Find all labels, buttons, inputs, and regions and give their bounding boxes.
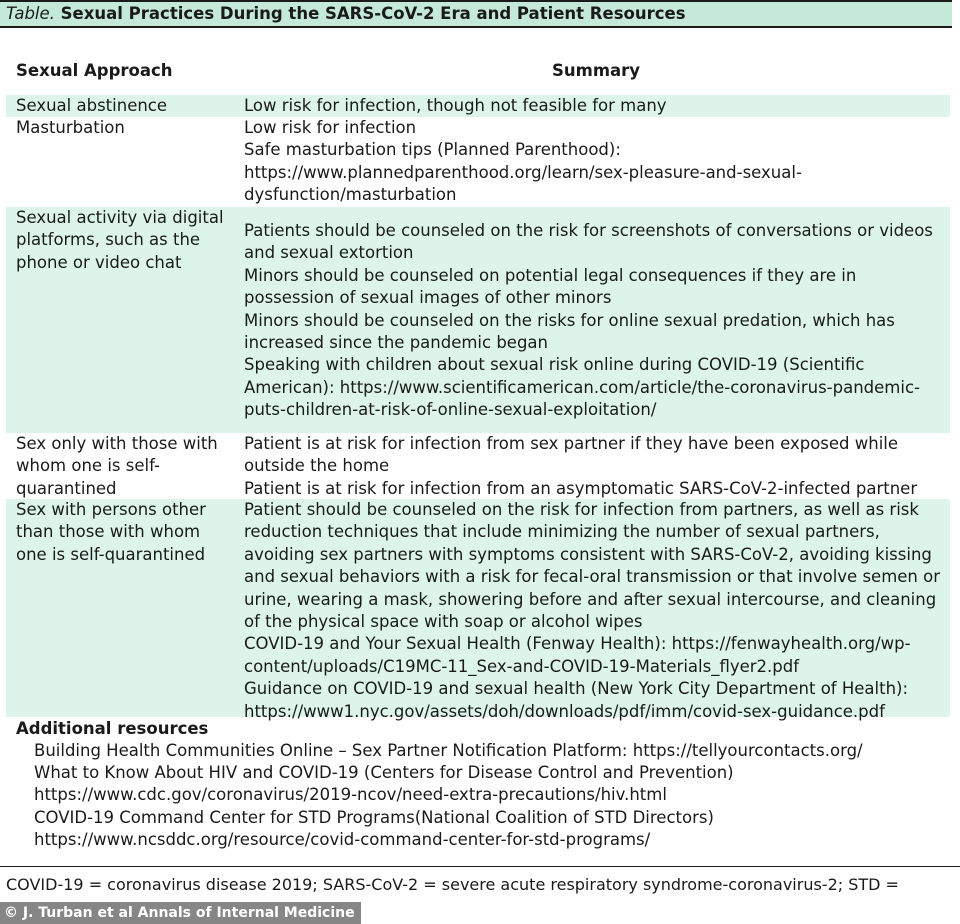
caption-lead: Table.	[6, 4, 55, 23]
row-summary: Low risk for infection, though not feasible for many	[244, 96, 667, 115]
table-row	[6, 433, 950, 499]
row-summary: Low risk for infection Safe masturbation tips (Planned Parenthood): https://www.plannedparenthood.org/learn/sex-pleasure-and-sexual- dysfunction/masturbation	[244, 118, 802, 205]
table-row	[6, 499, 950, 721]
list-item: https://www.cdc.gov/coronavirus/2019-ncov/need-extra-precautions/hiv.html	[34, 785, 667, 805]
additional-resources-title: Additional resources	[16, 719, 209, 738]
image-credit: © J. Turban et al Annals of Internal Medicine	[0, 902, 361, 924]
row-approach: Sexual abstinence	[16, 96, 168, 115]
additional-resources-list	[34, 740, 863, 851]
list-item: What to Know About HIV and COVID-19 (Centers for Disease Control and Prevention)	[34, 763, 734, 783]
row-approach: Sex with persons other than those with whom one is self-quarantined	[16, 500, 206, 564]
row-summary: Patient should be counseled on the risk for infection from partners, as well as risk reduction techniques that include minimizing the number of sexual partners, avoiding sex partners with symptoms consistent with SARS-CoV-2, avoiding kissing and sexual behaviors with a risk for fecal-oral transmission or that involve semen or urine, wearing a mask, showering before and after sexual intercourse, and cleaning of the physical space with soap or alcohol wipes COVID-19 and Your Sexual Health (Fenway Health): https://fenwayhealth.org/wp- content/uploads/C19MC-11_Sex-and-COVID-19-Materials_flyer2.pdf Guidance on COVID-19 and sexual health (New York City Department of Health): https://www1.nyc.gov/assets/doh/downloads/pdf/imm/covid-sex-guidance.pdf	[244, 500, 941, 721]
row-summary: Patients should be counseled on the risk for screenshots of conversations or videos and sexual extortion Minors should be counseled on potential legal consequences if they are in possession of sexual images of other minors Minors should be counseled on the risks for online sexual predation, which has increased since the pandemic began Speaking with children about sexual risk online during COVID-19 (Scientific American): https://www.scientificamerican.com/article/the-coronavirus-pandemic- puts-children-at-risk-of-online-sexual-exploitation/	[244, 221, 933, 420]
list-item: Building Health Communities Online – Sex Partner Notification Platform: https://tellyourcontacts.org/	[34, 741, 863, 760]
caption-title: Sexual Practices During the SARS-CoV-2 Era and Patient Resources	[60, 4, 686, 23]
table-row	[6, 95, 950, 117]
table-row	[6, 117, 950, 207]
list-item: COVID-19 Command Center for STD Programs(National Coalition of STD Directors)	[34, 807, 714, 827]
list-item: https://www.ncsddc.org/resource/covid-command-center-for-std-programs/	[34, 829, 651, 849]
table-row	[6, 207, 950, 433]
row-approach: Sexual activity via digital platforms, such as the phone or video chat	[16, 208, 224, 272]
row-summary: Patient is at risk for infection from sex partner if they have been exposed while outside the home Patient is at risk for infection from an asymptomatic SARS-CoV-2-infected partner	[244, 434, 918, 498]
column-header-approach: Sexual Approach	[16, 61, 173, 80]
row-approach: Sex only with those with whom one is self- quarantined	[16, 434, 218, 498]
row-approach: Masturbation	[16, 118, 125, 137]
table-footnote: COVID-19 = coronavirus disease 2019; SARS-CoV-2 = severe acute respiratory syndrome-coronavirus-2; STD =	[6, 875, 899, 894]
table-bottom-rule	[0, 866, 960, 867]
column-header-summary: Summary	[552, 61, 641, 80]
table-caption	[0, 0, 952, 28]
